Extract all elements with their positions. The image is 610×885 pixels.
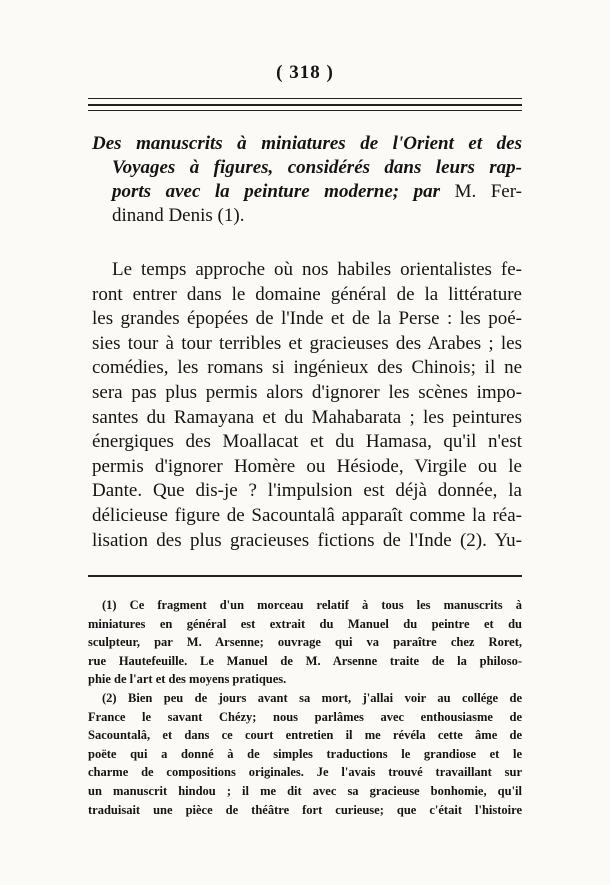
body-line: Dante. Que dis-je ? l'impulsion est déjà donnée, la	[92, 480, 522, 502]
footnote-line: un manuscrit hindou ; il me dit avec sa gracieuse bonhomie, qu'il	[88, 783, 522, 798]
footnote-2	[88, 689, 522, 819]
header-rule-thick	[88, 104, 522, 106]
body-line: comédies, les romans si ingénieux des Chinois; il ne	[92, 357, 522, 379]
body-line: ront entrer dans le domaine général de la littérature	[92, 283, 522, 305]
title-line: ports avec la peinture moderne; par	[112, 181, 441, 202]
footnote-line: France le savant Chézy; nous parlâmes avec enthousiasme de	[88, 709, 522, 724]
footnote-line: (2) Bien peu de jours avant sa mort, j'allai voir au collége de	[102, 690, 522, 705]
footnote-line: miniatures en général est extrait du Manuel du peintre et du	[88, 616, 522, 631]
footnote-separator	[88, 575, 522, 577]
footnote-line: (1) Ce fragment d'un morceau relatif à tous les manuscrits à	[102, 598, 522, 612]
body-line: énergiques des Moallacat et du Hamasa, qu'il n'est	[92, 431, 522, 453]
body-line: santes du Ramayana et du Mahabarata ; les peintures	[92, 406, 522, 428]
body-line: permis d'ignorer Homère ou Hésiode, Virgile ou le	[92, 455, 522, 477]
footnote-line: traduisait une pièce de théâtre fort curieuse; que c'était l'histoire	[88, 802, 522, 817]
footnote-line: sculpteur, par M. Arsenne; ouvrage qui va paraître chez Roret,	[88, 635, 522, 650]
body-line: sera pas plus permis alors d'ignorer les scènes impo-	[92, 381, 522, 403]
title-line: dinand Denis (1).	[112, 205, 245, 226]
footnote-line: charme de compositions originales. Je l'avais trouvé travaillant sur	[88, 765, 522, 780]
body-line: lisation des plus gracieuses fictions de l'Inde (2). Yu-	[92, 529, 522, 551]
footnotes	[88, 596, 522, 819]
body-line: Le temps approche où nos habiles orientalistes fe-	[112, 259, 522, 280]
title-line: Des manuscrits à miniatures de l'Orient et des	[92, 133, 522, 154]
footnote-line: rue Hautefeuille. Le Manuel de M. Arsenne traite de la philoso-	[88, 653, 522, 668]
page-number: ( 318 )	[276, 62, 334, 83]
body-line: délicieuse figure de Sacountalâ apparaît comme la réa-	[92, 504, 522, 526]
header-rule-lower	[88, 110, 522, 111]
footnote-line: Sacountalâ, et dans ce court entretien il me révéla cette âme de	[88, 728, 522, 743]
footnote-line: phie de l'art et des moyens pratiques.	[88, 672, 287, 687]
footnote-line: poëte qui a donné à de simples traductions le grandiose et le	[88, 746, 522, 761]
footnote-1	[88, 596, 522, 689]
body-line: les grandes épopées de l'Inde et de la Perse : les poé-	[92, 308, 522, 330]
article-title	[92, 132, 522, 228]
header-rule	[88, 98, 522, 99]
body-line: sies tour à tour terribles et gracieuses des Arabes ; les	[92, 332, 522, 354]
author-name: M. Fer-	[454, 181, 523, 202]
body-paragraph	[92, 258, 522, 553]
title-line: Voyages à figures, considérés dans leurs rap-	[112, 157, 522, 178]
